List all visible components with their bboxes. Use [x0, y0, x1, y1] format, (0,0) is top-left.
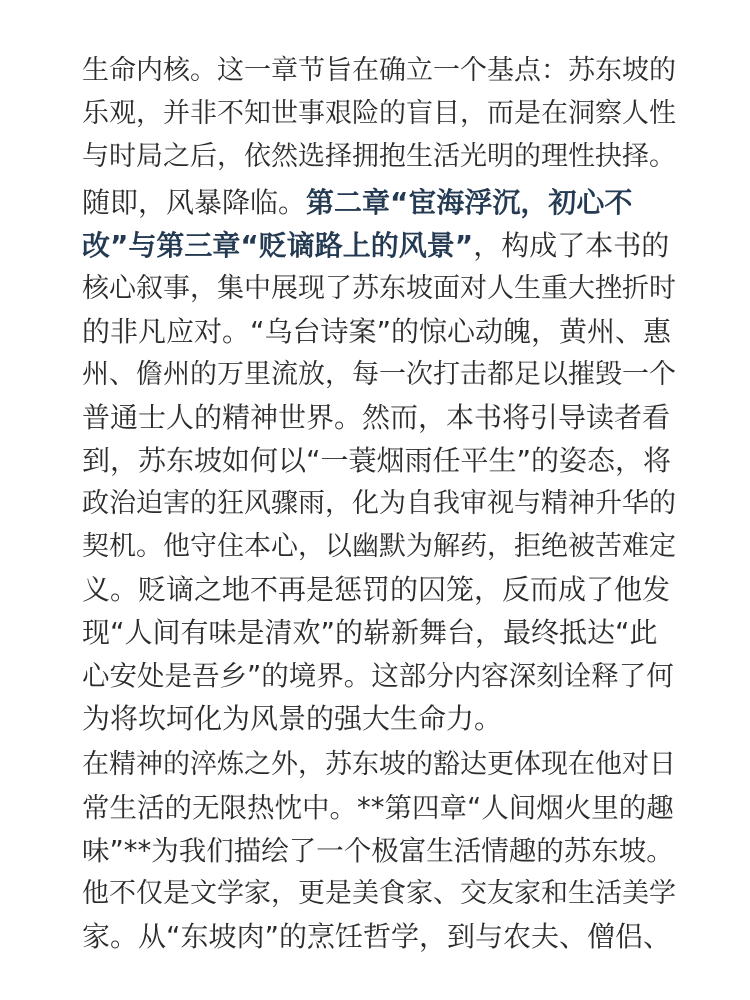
text-line	[82, 745, 676, 785]
text-run: 核心叙事，集中展现了苏东坡面对人生重大挫折时	[82, 273, 676, 304]
text-line	[82, 484, 676, 524]
text-line	[82, 917, 671, 957]
text-line	[82, 398, 670, 438]
chapter-reference: 第二章“宦海浮沉，初心不	[306, 186, 633, 219]
text-line	[82, 355, 676, 395]
text-run: 乐观，并非不知世事艰险的盲目，而是在洞察人性	[82, 98, 676, 129]
text-run: 为将坎坷化为风景的强大生命力。	[82, 702, 503, 735]
text-line	[82, 183, 632, 223]
text-run: 义。贬谪之地不再是惩罚的囚笼，反而成了他发	[82, 573, 671, 606]
text-run: 与时局之后，依然选择拥抱生活光明的理性抉择。	[82, 141, 676, 172]
text-line	[82, 51, 676, 91]
text-line	[82, 312, 671, 352]
text-run: 现“人间有味是清欢”的崭新舞台，最终抵达“此	[82, 616, 658, 649]
text-line	[82, 226, 669, 266]
text-run: 的非凡应对。“乌台诗案”的惊心动魄，黄州、惠	[82, 315, 672, 348]
chapter-reference: 改”与第三章“贬谪路上的风景”	[82, 229, 474, 262]
text-line	[82, 570, 670, 610]
text-run: 他不仅是文学家，更是美食家、交友家和生活美学	[82, 878, 676, 909]
text-line	[82, 137, 676, 177]
text-run: 州、儋州的万里流放，每一次打击都足以摧毁一个	[82, 359, 676, 390]
text-line	[82, 613, 658, 653]
text-line	[82, 699, 502, 739]
text-line	[82, 874, 676, 914]
text-run: ，构成了本书的	[473, 229, 670, 262]
text-run: 在精神的淬炼之外，苏东坡的豁达更体现在他对日	[82, 749, 676, 780]
text-run: 契机。他守住本心，以幽默为解药，拒绝被苦难定	[82, 531, 676, 562]
text-line	[82, 94, 676, 134]
text-run: 普通士人的精神世界。然而，本书将引导读者看	[82, 401, 671, 434]
text-run: 随即，风暴降临。	[82, 186, 307, 219]
text-line	[82, 831, 674, 871]
text-run: 心安处是吾乡”的境界。这部分内容深刻诠释了何	[82, 660, 674, 692]
text-line	[82, 656, 674, 696]
text-line	[82, 269, 676, 309]
text-line	[82, 527, 676, 567]
text-run: 生命内核。这一章节旨在确立一个基点：苏东坡的	[82, 55, 676, 86]
text-run: 味”**为我们描绘了一个极富生活情趣的苏东坡。	[82, 835, 674, 867]
text-line	[82, 441, 671, 481]
text-run: 家。从“东坡肉”的烹饪哲学，到与农夫、僧侣、	[82, 920, 672, 953]
text-line	[82, 788, 674, 828]
text-run: 到，苏东坡如何以“一蓑烟雨任平生”的姿态，将	[82, 444, 672, 477]
text-run: 政治迫害的狂风骤雨，化为自我审视与精神升华的	[82, 488, 676, 519]
text-run: 常生活的无限热忱中。**第四章“人间烟火里的趣	[82, 792, 674, 824]
